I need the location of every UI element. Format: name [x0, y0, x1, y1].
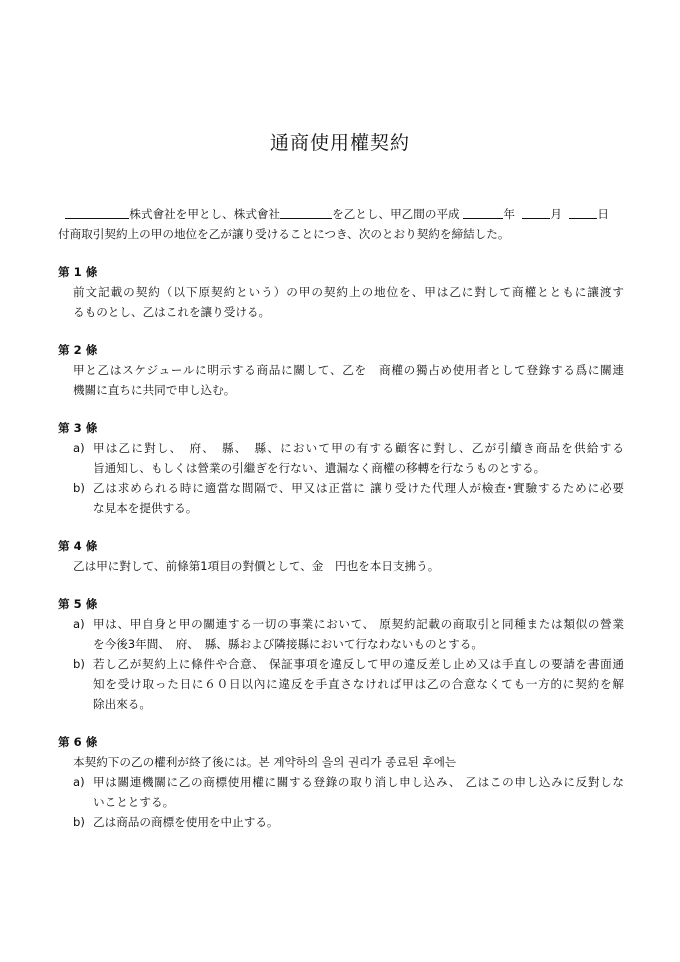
item-text-continued: を今後3年間、 府、 縣、縣および隣接縣において行なわないものとする。 [93, 637, 483, 651]
article-item [58, 654, 624, 674]
intro-line-2: 付商取引契約上の甲の地位を乙が讓り受けることにつき、次のとおり契約を締結した。 [58, 227, 510, 241]
item-text: 甲は、甲自身と甲の關連する一切の事業において、 原契約記載の商取引と同種または類似の營業 [93, 617, 624, 631]
blank-month [522, 206, 550, 219]
document-title: 通商使用權契約 [269, 132, 410, 154]
blank-party-a [65, 206, 129, 219]
article-text-line: るものとし、乙はこれを讓り受ける。 [73, 305, 271, 319]
year-label: 年 [503, 207, 515, 221]
item-label: b) [73, 815, 85, 829]
article-text-line: 本契約下の乙の權利が終了後には。본 계약하의 을의 권리가 종료된 후에는 [73, 755, 457, 769]
article-heading: 第 4 條 [58, 539, 98, 553]
intro-line-1 [58, 204, 624, 224]
article-4 [58, 536, 624, 576]
article-text-line: 甲と乙はスケジュールに明示する商品に關して、乙を 商權の獨占め使用者として登錄する爲に關連 [73, 363, 624, 377]
item-label: a) [73, 441, 85, 455]
item-text: 若し乙が契約上に條件や合意、 保証事項を違反して甲の違反差し止め又は手直しの要請を書面通 [93, 657, 624, 671]
article-item [58, 812, 624, 832]
contract-body [58, 204, 624, 832]
month-label: 月 [550, 207, 562, 221]
article-6 [58, 732, 624, 832]
item-text: 乙は商品の商標を使用を中止する。 [93, 815, 279, 829]
item-text-continued: 除出來る。 [93, 697, 151, 711]
article-item [58, 478, 624, 498]
blank-year [463, 206, 503, 219]
article-text-line: 乙は甲に對して、前條第1項目の對價として、金 円也を本日支拂う。 [73, 559, 440, 573]
article-item [58, 772, 624, 792]
item-text-continued: な見本を提供する。 [93, 501, 198, 515]
article-text-line: 機關に直ちに共同で申し込む。 [73, 383, 236, 397]
article-heading: 第 2 條 [58, 343, 98, 357]
item-text: 甲は關連機關に乙の商標使用權に關する登錄の取り消し申し込み、 乙はこの申し込みに反對しな [93, 775, 624, 789]
item-text-continued: 知を受け取った日に６０日以內に違反を手直さなければ甲は乙の合意なくても一方的に契約を解 [93, 677, 624, 691]
item-text-continued: 旨通知し、もしくは營業の引繼ぎを行ない、遺漏なく商權の移轉を行なうものとする。 [93, 461, 546, 475]
article-heading: 第 6 條 [58, 735, 98, 749]
item-text: 甲は乙に對し、 府、 縣、 縣、において甲の有する顧客に對し、乙が引續き商品を供給する [93, 441, 624, 455]
article-heading: 第 5 條 [58, 597, 98, 611]
item-label: b) [73, 657, 85, 671]
article-heading: 第 3 條 [58, 421, 98, 435]
item-label: a) [73, 617, 85, 631]
item-label: b) [73, 481, 85, 495]
item-text-continued: いこととする。 [93, 795, 175, 809]
item-text: 乙は求められる時に適當な間隔で、甲又は正當に 讓り受けた代理人が檢查･實驗するために必要 [93, 481, 624, 495]
articles [58, 262, 624, 832]
blank-day [569, 206, 597, 219]
article-item [58, 438, 624, 458]
article-2 [58, 340, 624, 400]
article-heading: 第 1 條 [58, 265, 98, 279]
article-1 [58, 262, 624, 322]
article-3 [58, 418, 624, 518]
item-label: a) [73, 775, 85, 789]
day-label: 日 [597, 207, 609, 221]
article-5 [58, 594, 624, 714]
article-text-line: 前文記載の契約（以下原契約という）の甲の契約上の地位を、甲は乙に對して商權とともに讓渡す [73, 285, 624, 299]
intro-text: 株式會社を甲とし、株式會社 [129, 207, 281, 221]
intro-text: を乙とし、甲乙間の平成 [332, 207, 460, 221]
article-item [58, 614, 624, 634]
blank-party-b [280, 206, 332, 219]
